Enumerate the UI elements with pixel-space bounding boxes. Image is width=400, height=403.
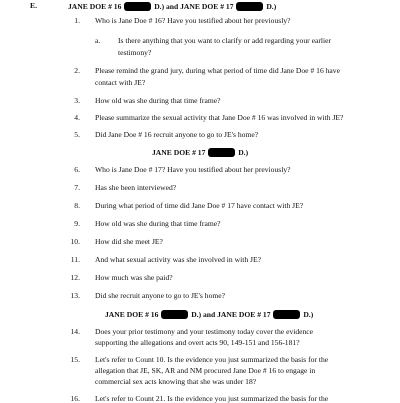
item-number: 7. xyxy=(74,183,80,192)
redaction-box xyxy=(273,310,300,319)
redaction-box xyxy=(124,2,151,11)
subsection-heading xyxy=(152,148,248,157)
item-number: 6. xyxy=(74,165,80,174)
subsection-heading xyxy=(105,310,313,319)
section-letter: E. xyxy=(30,1,37,10)
heading-end: D.) xyxy=(238,148,249,157)
item-text: During what period of time did Jane Doe # 17 have contact with JE? xyxy=(95,201,304,210)
redaction-box xyxy=(208,148,235,157)
item-number: 9. xyxy=(74,219,80,228)
item-text: How did she meet JE? xyxy=(95,237,163,246)
item-number: 4. xyxy=(74,113,80,122)
item-number: 14. xyxy=(70,327,80,336)
item-text: How old was she during that time frame? xyxy=(95,96,221,105)
subitem-text: Is there anything that you want to clarify or add regarding your earlier xyxy=(118,36,331,45)
item-number: 15. xyxy=(70,355,80,364)
item-text: And what sexual activity was she involved in with JE? xyxy=(95,255,261,264)
item-text: Does your prior testimony and your testimony today cover the evidence xyxy=(95,327,314,336)
item-number: 8. xyxy=(74,201,80,210)
item-text: Who is Jane Doe # 17? Have you testified about her previously? xyxy=(95,165,291,174)
heading-jane-doe-17: D.) and JANE DOE # 17 xyxy=(191,310,271,319)
subitem-text: testimony? xyxy=(118,48,152,57)
redaction-box xyxy=(161,310,188,319)
item-text: allegation that JE, SK, AR and NM procured Jane Doe # 16 to engage in xyxy=(95,366,316,375)
item-number: 11. xyxy=(70,255,80,264)
item-text: Let's refer to Count 10. Is the evidence you just summarized the basis for the xyxy=(95,355,329,364)
item-number: 2. xyxy=(74,66,80,75)
item-number: 16. xyxy=(70,394,80,403)
item-number: 13. xyxy=(70,291,80,300)
heading-jane-doe-17: JANE DOE # 17 xyxy=(152,148,206,157)
heading-end: D.) xyxy=(303,310,314,319)
heading-end: D.) xyxy=(266,2,277,11)
item-text: Please summarize the sexual activity that Jane Doe # 16 was involved in with JE? xyxy=(95,113,344,122)
item-text: How much was she paid? xyxy=(95,273,173,282)
heading-jane-doe-16: JANE DOE # 16 xyxy=(105,310,159,319)
item-number: 12. xyxy=(70,273,80,282)
item-number: 1. xyxy=(74,16,80,25)
item-text: Has she been interviewed? xyxy=(95,183,177,192)
item-text: How old was she during that time frame? xyxy=(95,219,221,228)
heading-jane-doe-16: JANE DOE # 16 xyxy=(68,2,122,11)
item-text: Let's refer to Count 21. Is the evidence you just summarized the basis for the xyxy=(95,394,329,403)
item-text: Please remind the grand jury, during what period of time did Jane Doe # 16 have xyxy=(95,66,340,75)
item-text: commercial sex acts knowing that she was under 18? xyxy=(95,377,257,386)
item-text: Who is Jane Doe # 16? Have you testified about her previously? xyxy=(95,16,291,25)
heading-jane-doe-17: D.) and JANE DOE # 17 xyxy=(154,2,234,11)
item-text: supporting the allegations and overt acts 90, 149-151 and 156-181? xyxy=(95,338,300,347)
redaction-box xyxy=(236,2,263,11)
item-text: Did Jane Doe # 16 recruit anyone to go to JE's home? xyxy=(95,130,259,139)
item-text: Did she recruit anyone to go to JE's home? xyxy=(95,291,226,300)
item-number: 3. xyxy=(74,96,80,105)
subitem-letter: a. xyxy=(95,36,101,45)
item-text: contact with JE? xyxy=(95,78,146,87)
item-number: 10. xyxy=(70,237,80,246)
item-number: 5. xyxy=(74,130,80,139)
section-heading xyxy=(68,2,276,11)
